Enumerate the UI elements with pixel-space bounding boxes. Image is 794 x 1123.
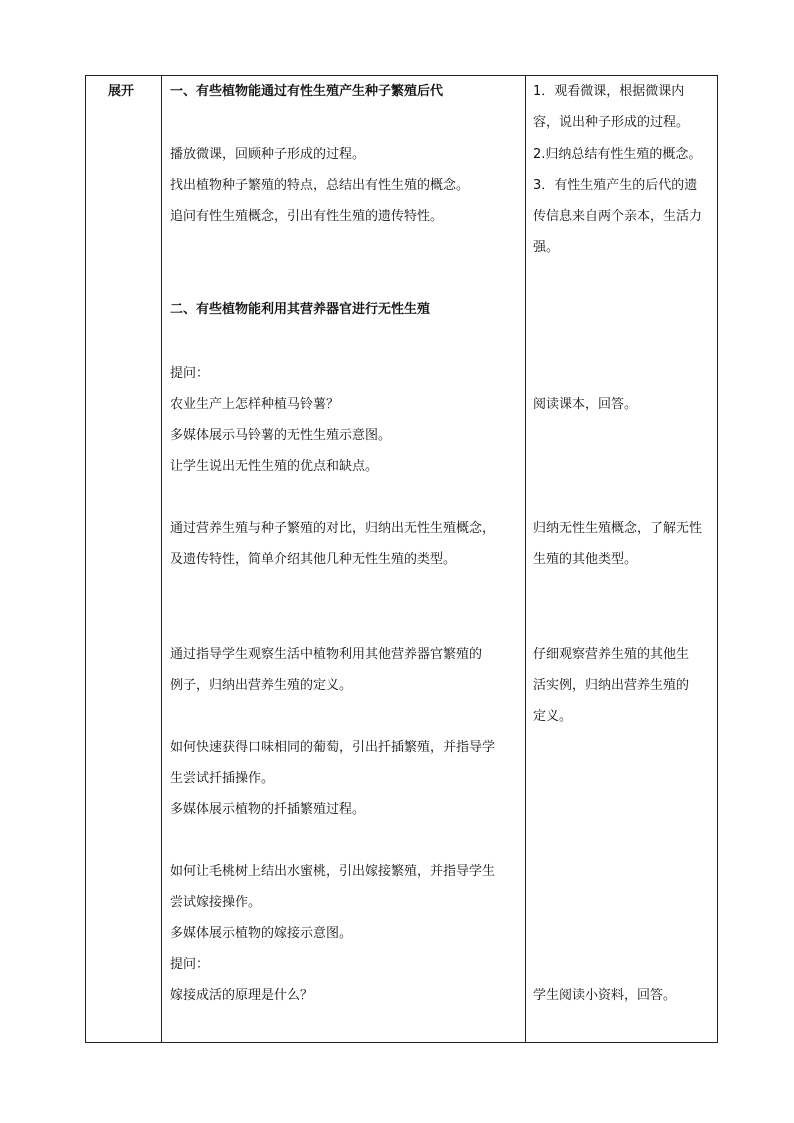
teacher-activity-line: 多媒体展示植物的嫁接示意图。 xyxy=(170,926,353,941)
student-activity-line: 传信息来自两个亲本，生活力 xyxy=(533,209,703,224)
teacher-activity-line: 追问有性生殖概念，引出有性生殖的遗传特性。 xyxy=(170,209,444,224)
teacher-activity-line: 及遗传特性，简单介绍其他几种无性生殖的类型。 xyxy=(170,552,457,567)
teacher-activity-line: 多媒体展示植物的扦插繁殖过程。 xyxy=(170,802,366,817)
teacher-activity-line: 多媒体展示马铃薯的无性生殖示意图。 xyxy=(170,428,392,443)
column-divider xyxy=(161,75,162,1043)
teacher-activity-line: 如何快速获得口味相同的葡萄，引出扦插繁殖，并指导学 xyxy=(170,740,496,755)
teacher-activity-line: 播放微课，回顾种子形成的过程。 xyxy=(170,147,366,162)
student-activity-line: 生殖的其他类型。 xyxy=(533,552,638,567)
section-heading: 一、有些植物能通过有性生殖产生种子繁殖后代 xyxy=(170,84,444,99)
column-divider xyxy=(525,75,526,1043)
student-activity-line: 强。 xyxy=(533,240,560,255)
teacher-activity-line: 如何让毛桃树上结出水蜜桃，引出嫁接繁殖，并指导学生 xyxy=(170,864,496,879)
teacher-activity-line: 提问： xyxy=(170,957,210,972)
student-activity-line: 仔细观察营养生殖的其他生 xyxy=(533,647,690,662)
student-activity-line: 2.归纳总结有性生殖的概念。 xyxy=(533,147,702,162)
teacher-activity-line: 生尝试扦插操作。 xyxy=(170,771,275,786)
stage-label: 展开 xyxy=(108,84,135,99)
teacher-activity-line: 通过指导学生观察生活中植物利用其他营养器官繁殖的 xyxy=(170,647,483,662)
teacher-activity-line: 让学生说出无性生殖的优点和缺点。 xyxy=(170,459,379,474)
student-activity-line: 容，说出种子形成的过程。 xyxy=(533,115,690,130)
student-activity-line: 1．观看微课，根据微课内 xyxy=(533,84,685,99)
teacher-activity-line: 嫁接成活的原理是什么？ xyxy=(170,988,314,1003)
teacher-activity-line: 例子，归纳出营养生殖的定义。 xyxy=(170,678,353,693)
student-activity-line: 学生阅读小资料，回答。 xyxy=(533,988,677,1003)
section-heading: 二、有些植物能利用其营养器官进行无性生殖 xyxy=(170,302,431,317)
teacher-activity-line: 通过营养生殖与种子繁殖的对比，归纳出无性生殖概念， xyxy=(170,521,496,536)
student-activity-line: 归纳无性生殖概念，了解无性 xyxy=(533,521,703,536)
student-activity-line: 3．有性生殖产生的后代的遗 xyxy=(533,178,698,193)
teacher-activity-line: 找出植物种子繁殖的特点，总结出有性生殖的概念。 xyxy=(170,178,470,193)
student-activity-line: 活实例，归纳出营养生殖的 xyxy=(533,678,690,693)
teacher-activity-line: 农业生产上怎样种植马铃薯？ xyxy=(170,397,340,412)
teacher-activity-line: 提问： xyxy=(170,366,210,381)
teacher-activity-line: 尝试嫁接操作。 xyxy=(170,895,262,910)
student-activity-line: 阅读课本，回答。 xyxy=(533,397,638,412)
student-activity-line: 定义。 xyxy=(533,709,573,724)
